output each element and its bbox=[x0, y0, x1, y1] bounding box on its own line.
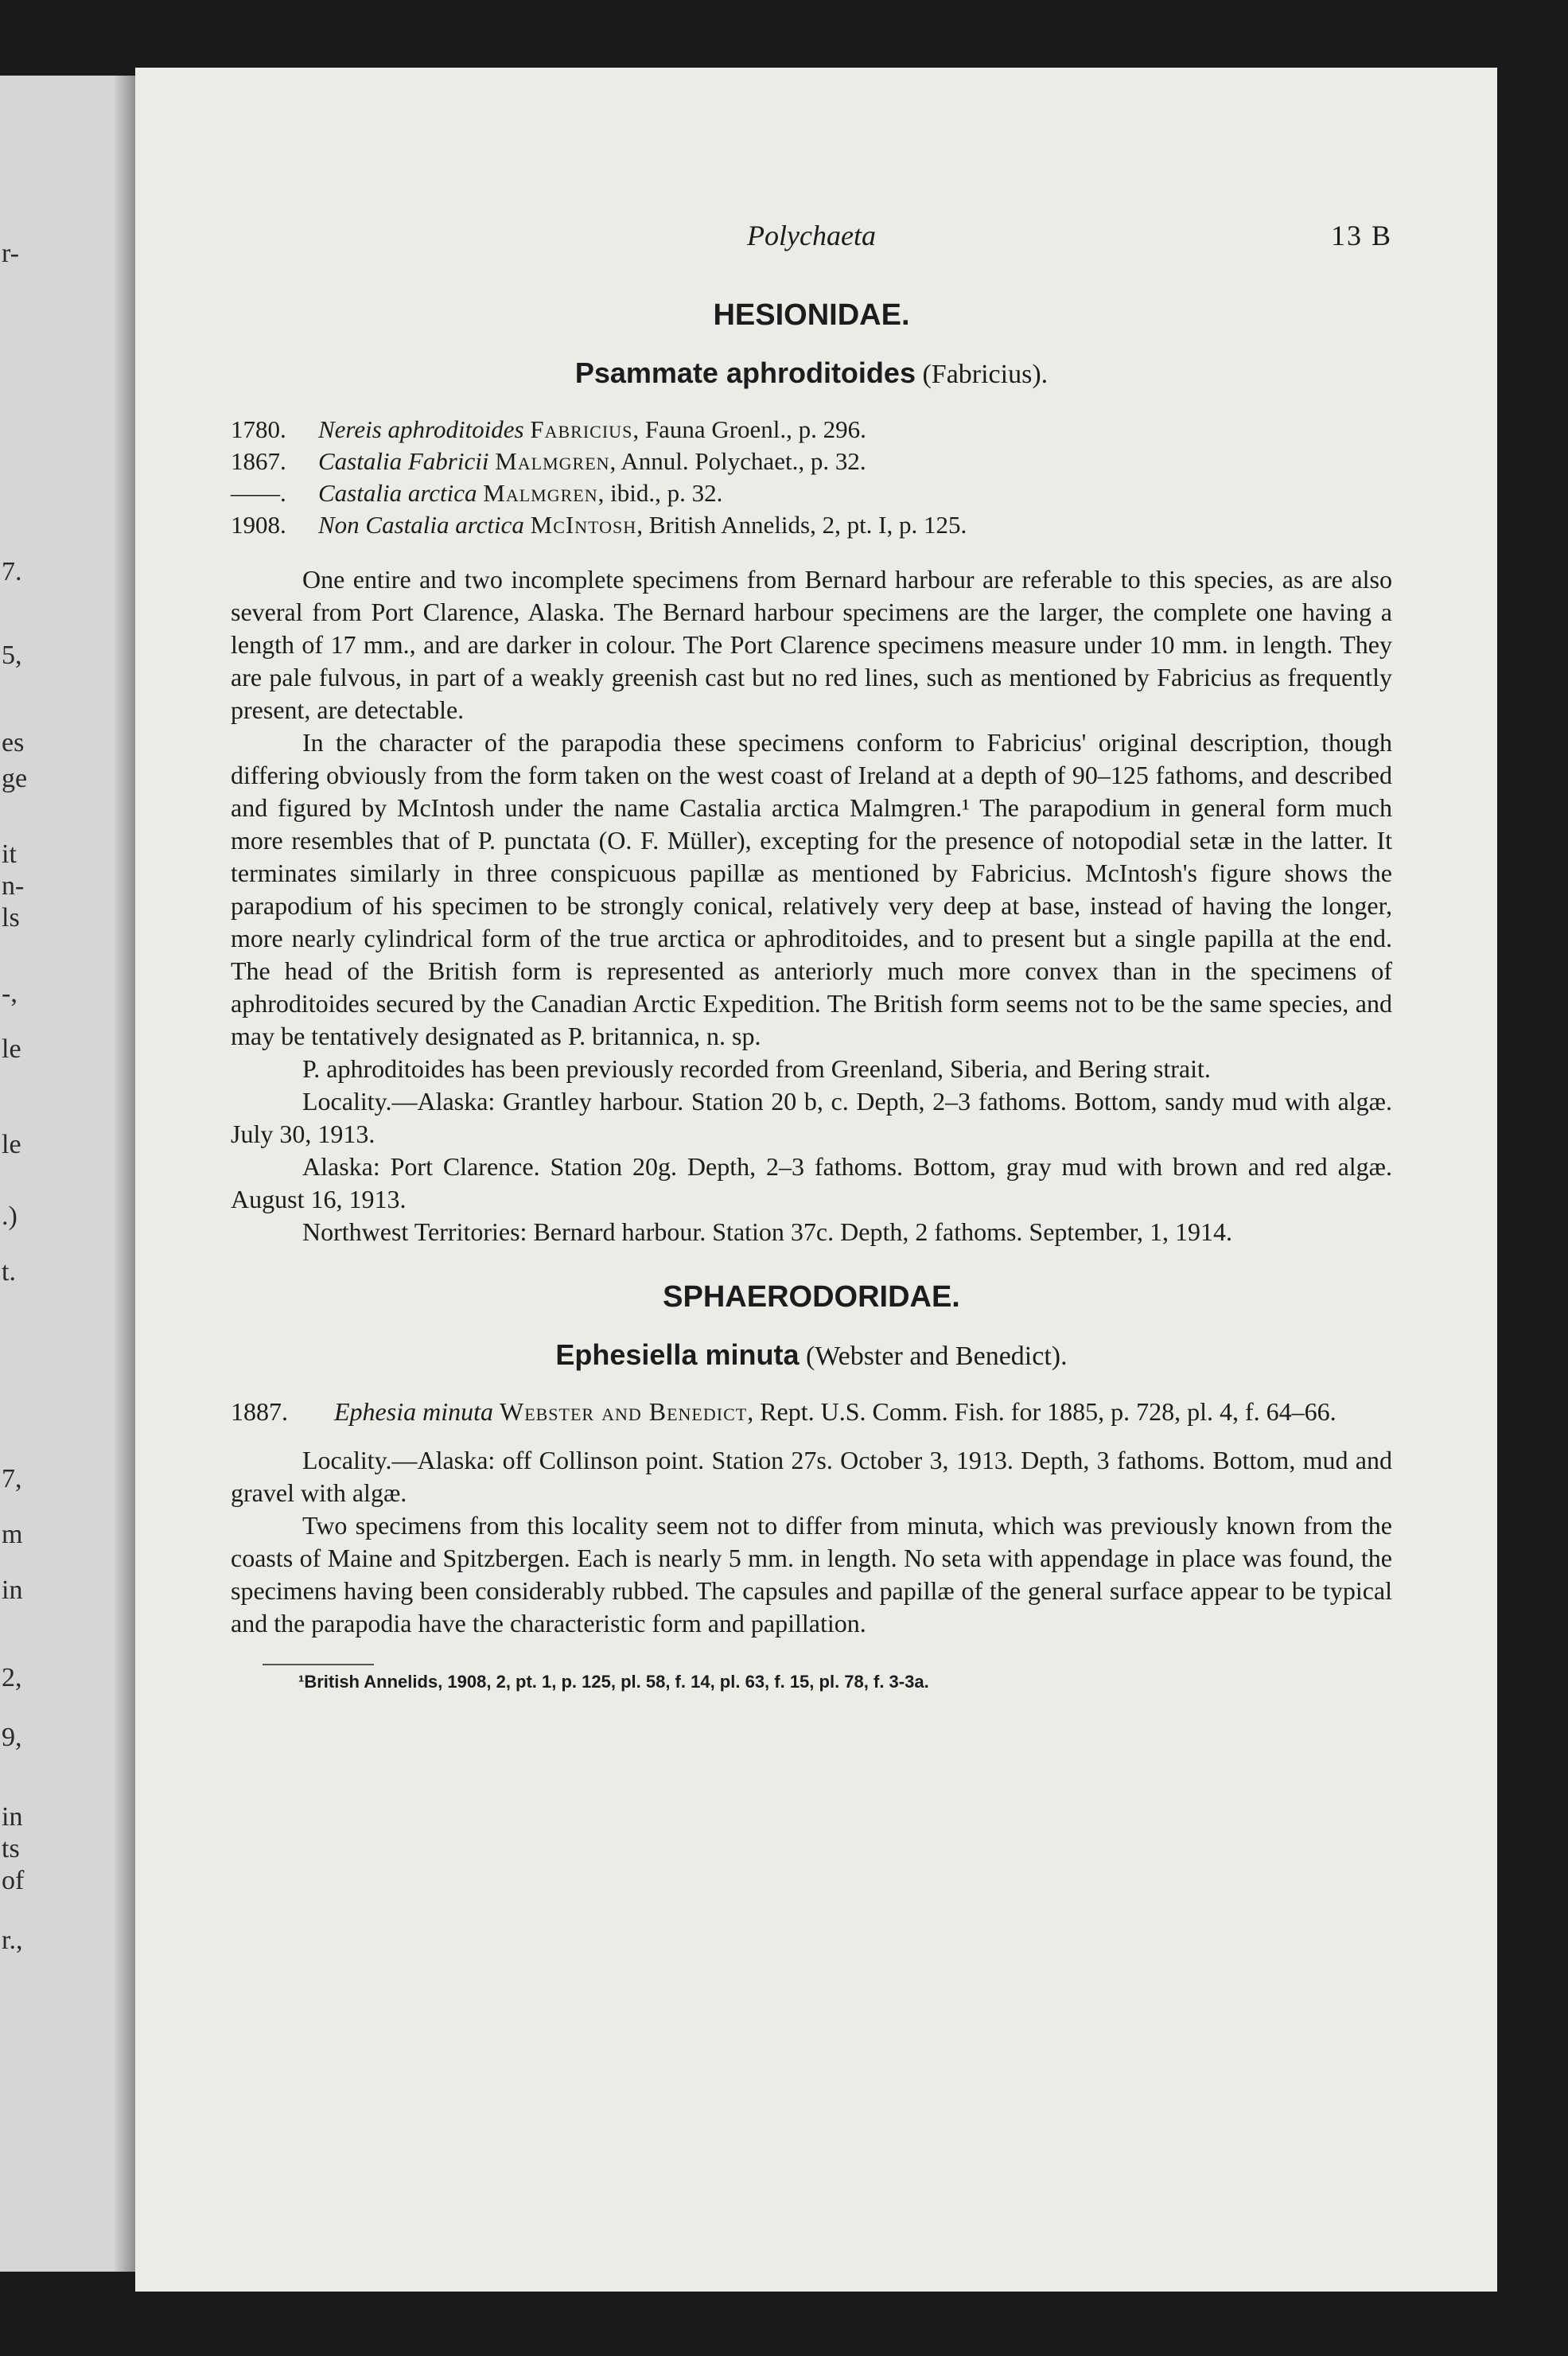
family-heading: SPHAERODORIDAE. bbox=[663, 1280, 960, 1314]
synonym-year: ——. bbox=[231, 479, 286, 507]
synonym-entry bbox=[231, 446, 1392, 477]
facing-page-fragment: r- bbox=[2, 239, 19, 268]
synonym-author: Fabricius bbox=[530, 415, 633, 443]
facing-page-fragment: in bbox=[2, 1802, 23, 1832]
facing-page-fragment: in bbox=[2, 1575, 23, 1605]
body-paragraph: In the character of the parapodia these specimens conform to Fabricius' original description, though differing obviously from the form taken on the west coast of Ireland at a depth of 90–125 fathoms, and described and figured by McIntosh under the name Castalia arctica Malmgren.¹ The parapodium in general form much more resembles that of P. punctata (O. F. Müller), excepting for the presence of notopodial setæ in the latter. It terminates similarly in three conspicuous papillæ as mentioned by Fabricius. McIntosh's figure shows the parapodium of his specimen to be strongly conical, relatively very deep at base, instead of having the longer, more nearly cylindrical form of the true arctica or aphroditoides, and to present but a single papilla at the end. The head of the British form is represented as anteriorly much more convex than in the specimens of aphroditoides secured by the Canadian Arctic Expedition. The British form seems not to be the same species, and may be tentatively designated as P. britannica, n. sp. bbox=[231, 728, 1392, 1050]
facing-page-fragment: le bbox=[2, 1130, 21, 1159]
body-paragraph: Two specimens from this locality seem not to differ from minuta, which was previously known from the coasts of Maine and Spitzbergen. Each is nearly 5 mm. in length. No seta with appendage in place was found, the specimens having been considerably rubbed. The capsules and papillæ of the general surface appear to be typical and the parapodia have the characteristic form and papillation. bbox=[231, 1511, 1392, 1638]
synonym-year: 1780. bbox=[231, 415, 286, 443]
facing-page-edge bbox=[0, 76, 135, 2272]
family-heading: HESIONIDAE. bbox=[713, 298, 910, 332]
species-name: Ephesiella minuta bbox=[555, 1338, 800, 1371]
facing-page-fragment: ls bbox=[2, 903, 20, 933]
reference-name: Ephesia minuta bbox=[334, 1397, 493, 1426]
facing-page-fragment: it bbox=[2, 839, 17, 869]
running-head bbox=[231, 219, 1392, 267]
footnote: ¹British Annelids, 1908, 2, pt. 1, p. 125, pl. 58, f. 14, pl. 63, f. 15, pl. 78, f. 3-3a. bbox=[298, 1672, 929, 1692]
synonym-name: Castalia arctica bbox=[318, 479, 477, 507]
facing-page-fragment: ts bbox=[2, 1834, 20, 1863]
synonym-ref: , British Annelids, 2, pt. I, p. 125. bbox=[636, 511, 967, 539]
synonym-entry bbox=[231, 477, 1392, 509]
facing-page-fragment: es bbox=[2, 728, 25, 757]
reference-entry bbox=[231, 1396, 1392, 1428]
synonym-ref: , Fauna Groenl., p. 296. bbox=[632, 415, 866, 443]
locality-paragraph: Northwest Territories: Bernard harbour. Station 37c. Depth, 2 fathoms. September, 1, 1914. bbox=[302, 1217, 1232, 1246]
species-heading bbox=[231, 1338, 1392, 1372]
facing-page-fragment: 5, bbox=[2, 641, 22, 670]
facing-page-fragment: -, bbox=[2, 979, 18, 1008]
reference-authors: Webster and Benedict bbox=[499, 1397, 748, 1426]
running-title: Polychaeta bbox=[747, 220, 876, 251]
facing-page-fragment: 7. bbox=[2, 557, 22, 586]
synonym-name: Non Castalia arctica bbox=[318, 511, 524, 539]
synonym-name: Nereis aphroditoides bbox=[318, 415, 524, 443]
species-author: (Fabricius). bbox=[922, 360, 1049, 389]
facing-page-fragment: of bbox=[2, 1866, 25, 1895]
facing-page-fragment: r., bbox=[2, 1926, 23, 1955]
facing-page-fragment: 9, bbox=[2, 1723, 22, 1752]
synonym-author: Malmgren bbox=[495, 447, 610, 475]
book-gutter bbox=[115, 76, 135, 2272]
locality-paragraph: Alaska: Port Clarence. Station 20g. Depth, 2–3 fathoms. Bottom, gray mud with brown and red algæ. August 16, 1913. bbox=[231, 1152, 1392, 1213]
facing-page-fragment: 7, bbox=[2, 1464, 22, 1493]
facing-page-fragment: le bbox=[2, 1034, 21, 1064]
document-page bbox=[135, 68, 1497, 2292]
synonym-ref: , ibid., p. 32. bbox=[597, 479, 723, 507]
synonym-entry bbox=[231, 509, 1392, 541]
reference-citation: , Rept. U.S. Comm. Fish. for 1885, p. 728, pl. 4, f. 64–66. bbox=[747, 1397, 1336, 1426]
facing-page-fragment: .) bbox=[2, 1201, 18, 1231]
species-heading bbox=[231, 356, 1392, 390]
species-name: Psammate aphroditoides bbox=[574, 356, 916, 389]
synonymy-list bbox=[231, 414, 1392, 541]
synonym-ref: , Annul. Polychaet., p. 32. bbox=[609, 447, 866, 475]
synonym-name: Castalia Fabricii bbox=[318, 447, 489, 475]
body-paragraph: One entire and two incomplete specimens from Bernard harbour are referable to this species, as are also several from Port Clarence, Alaska. The Bernard harbour specimens are the larger, the complete one having a length of 17 mm., and are darker in colour. The Port Clarence specimens measure under 10 mm. in length. They are pale fulvous, in part of a weakly greenish cast but no red lines, such as mentioned by Fabricius as frequently present, are detectable. bbox=[231, 565, 1392, 724]
page-content bbox=[231, 219, 1392, 1692]
reference-year: 1887. bbox=[231, 1397, 288, 1426]
synonym-entry bbox=[231, 414, 1392, 446]
footnote-rule bbox=[263, 1664, 374, 1665]
synonym-year: 1908. bbox=[231, 511, 286, 539]
locality-paragraph: Locality.—Alaska: off Collinson point. Station 27s. October 3, 1913. Depth, 3 fathoms. Bottom, mud and gravel with algæ. bbox=[231, 1446, 1392, 1507]
synonym-author: Malmgren bbox=[483, 479, 598, 507]
locality-paragraph: Locality.—Alaska: Grantley harbour. Station 20 b, c. Depth, 2–3 fathoms. Bottom, sandy mud with algæ. July 30, 1913. bbox=[231, 1087, 1392, 1148]
page-number: 13 B bbox=[1330, 220, 1392, 251]
body-paragraph: P. aphroditoides has been previously recorded from Greenland, Siberia, and Bering strait. bbox=[302, 1054, 1211, 1083]
synonym-year: 1867. bbox=[231, 447, 286, 475]
facing-page-fragment: 2, bbox=[2, 1663, 22, 1692]
species-author: (Webster and Benedict). bbox=[805, 1342, 1068, 1371]
facing-page-fragment: t. bbox=[2, 1257, 16, 1287]
synonym-author: McIntosh bbox=[530, 511, 637, 539]
facing-page-fragment: ge bbox=[2, 764, 28, 793]
facing-page-fragment: n- bbox=[2, 871, 25, 901]
facing-page-fragment: m bbox=[2, 1520, 23, 1549]
